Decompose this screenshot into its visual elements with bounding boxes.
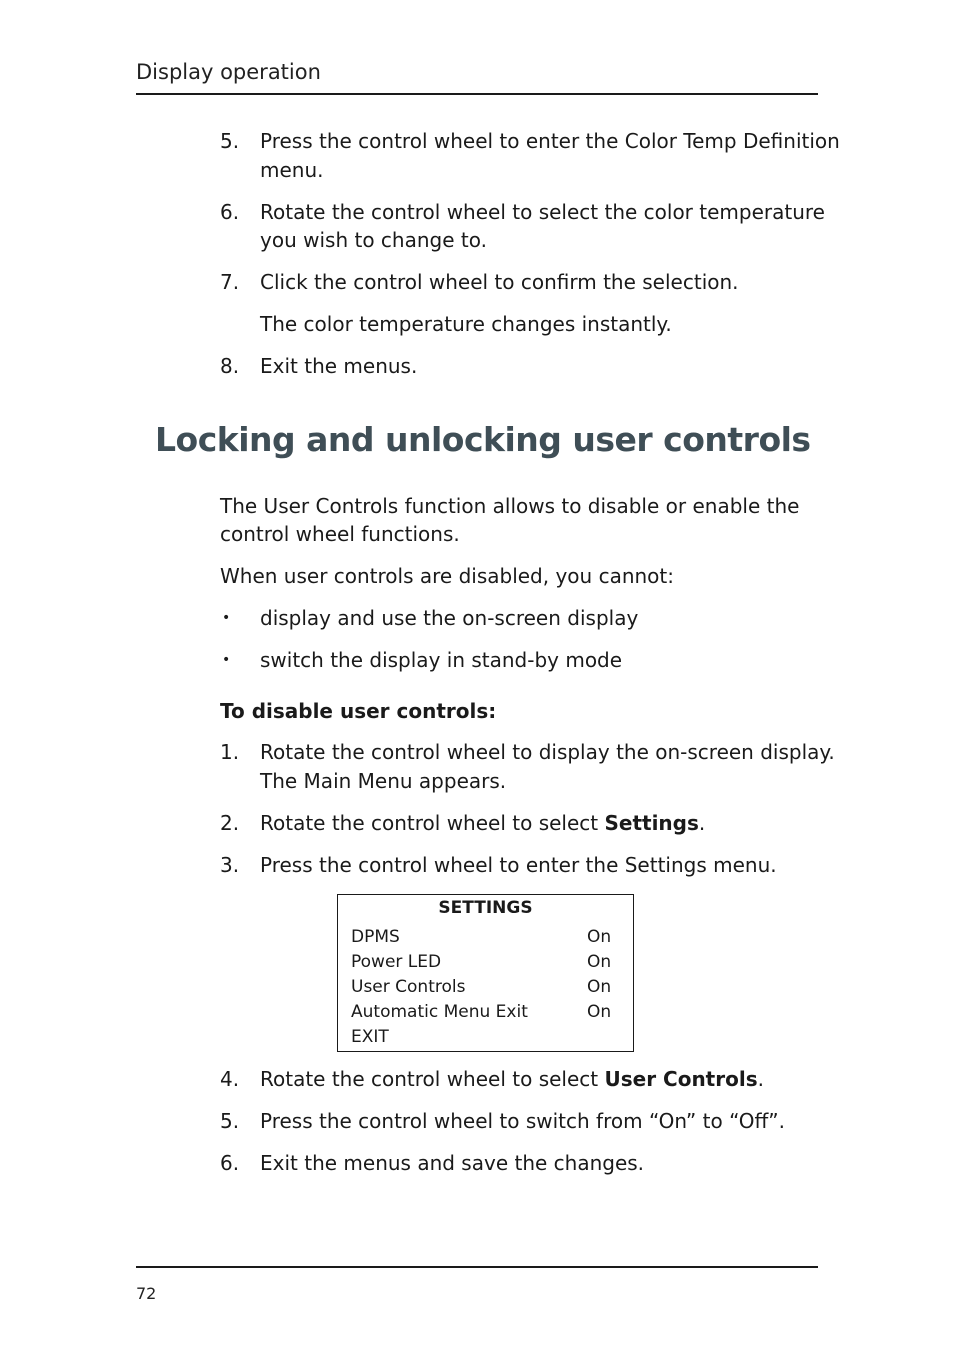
step-number: 6. [220,1151,240,1175]
step-number: 4. [220,1067,240,1091]
step-text [260,1065,764,1094]
page-number: 72 [136,1284,157,1303]
step-text: Exit the menus and save the changes. [260,1151,645,1175]
settings-menu-row [351,950,613,975]
step-text-post: . [757,1067,764,1091]
section-heading: Locking and unlocking user controls [155,420,811,459]
settings-menu-row [351,975,613,1000]
step-text: Press the control wheel to switch from “On” to “Off”. [260,1109,785,1133]
step-text: you wish to change to. [260,228,487,252]
step-text: Click the control wheel to confirm the selection. [260,270,739,294]
settings-menu-box [337,894,634,1052]
bullet-symbol: • [222,652,231,668]
step-text: The Main Menu appears. [260,769,507,793]
step-text-pre: Rotate the control wheel to select [260,811,605,835]
menu-row-value: On [587,1002,612,1022]
step-text: Press the control wheel to enter the Color Temp Definition [260,129,840,153]
menu-row-value: On [587,977,612,997]
settings-menu-row [351,925,613,950]
step-text-pre: Rotate the control wheel to select [260,1067,605,1091]
menu-row-value: On [587,952,612,972]
procedure-heading: To disable user controls: [220,699,497,723]
step-number: 5. [220,129,240,153]
footer-rule [136,1266,818,1268]
bullet-item: switch the display in stand-by mode [260,648,623,672]
step-number: 8. [220,354,240,378]
step-number: 7. [220,270,240,294]
menu-row-label: EXIT [351,1027,389,1047]
step-text: Rotate the control wheel to display the on-screen display. [260,740,835,764]
step-number: 1. [220,740,240,764]
menu-row-label: DPMS [351,927,400,947]
step-text-bold: Settings [604,811,699,835]
intro-paragraph-line: control wheel functions. [220,522,460,546]
disabled-intro: When user controls are disabled, you cannot: [220,564,674,588]
running-header: Display operation [136,60,321,84]
step-number: 5. [220,1109,240,1133]
step-text: menu. [260,158,324,182]
step-text [260,809,705,838]
step-text: Press the control wheel to enter the Settings menu. [260,853,777,877]
menu-row-value: On [587,927,612,947]
step-text: Rotate the control wheel to select the color temperature [260,200,825,224]
intro-paragraph-line: The User Controls function allows to disable or enable the [220,494,800,518]
step-note: The color temperature changes instantly. [260,312,672,336]
bullet-symbol: • [222,610,231,626]
menu-row-label: User Controls [351,977,466,997]
menu-row-label: Power LED [351,952,442,972]
step-text-post: . [698,811,706,835]
settings-menu-title: SETTINGS [438,898,533,918]
header-rule [136,93,818,95]
settings-menu-row [351,1025,613,1050]
step-number: 2. [220,811,240,835]
settings-menu-row [351,1000,613,1025]
step-number: 3. [220,853,240,877]
menu-row-label: Automatic Menu Exit [351,1002,528,1022]
bullet-item: display and use the on-screen display [260,606,639,630]
step-text-bold: User Controls [604,1067,758,1091]
step-text: Exit the menus. [260,354,418,378]
step-number: 6. [220,200,240,224]
